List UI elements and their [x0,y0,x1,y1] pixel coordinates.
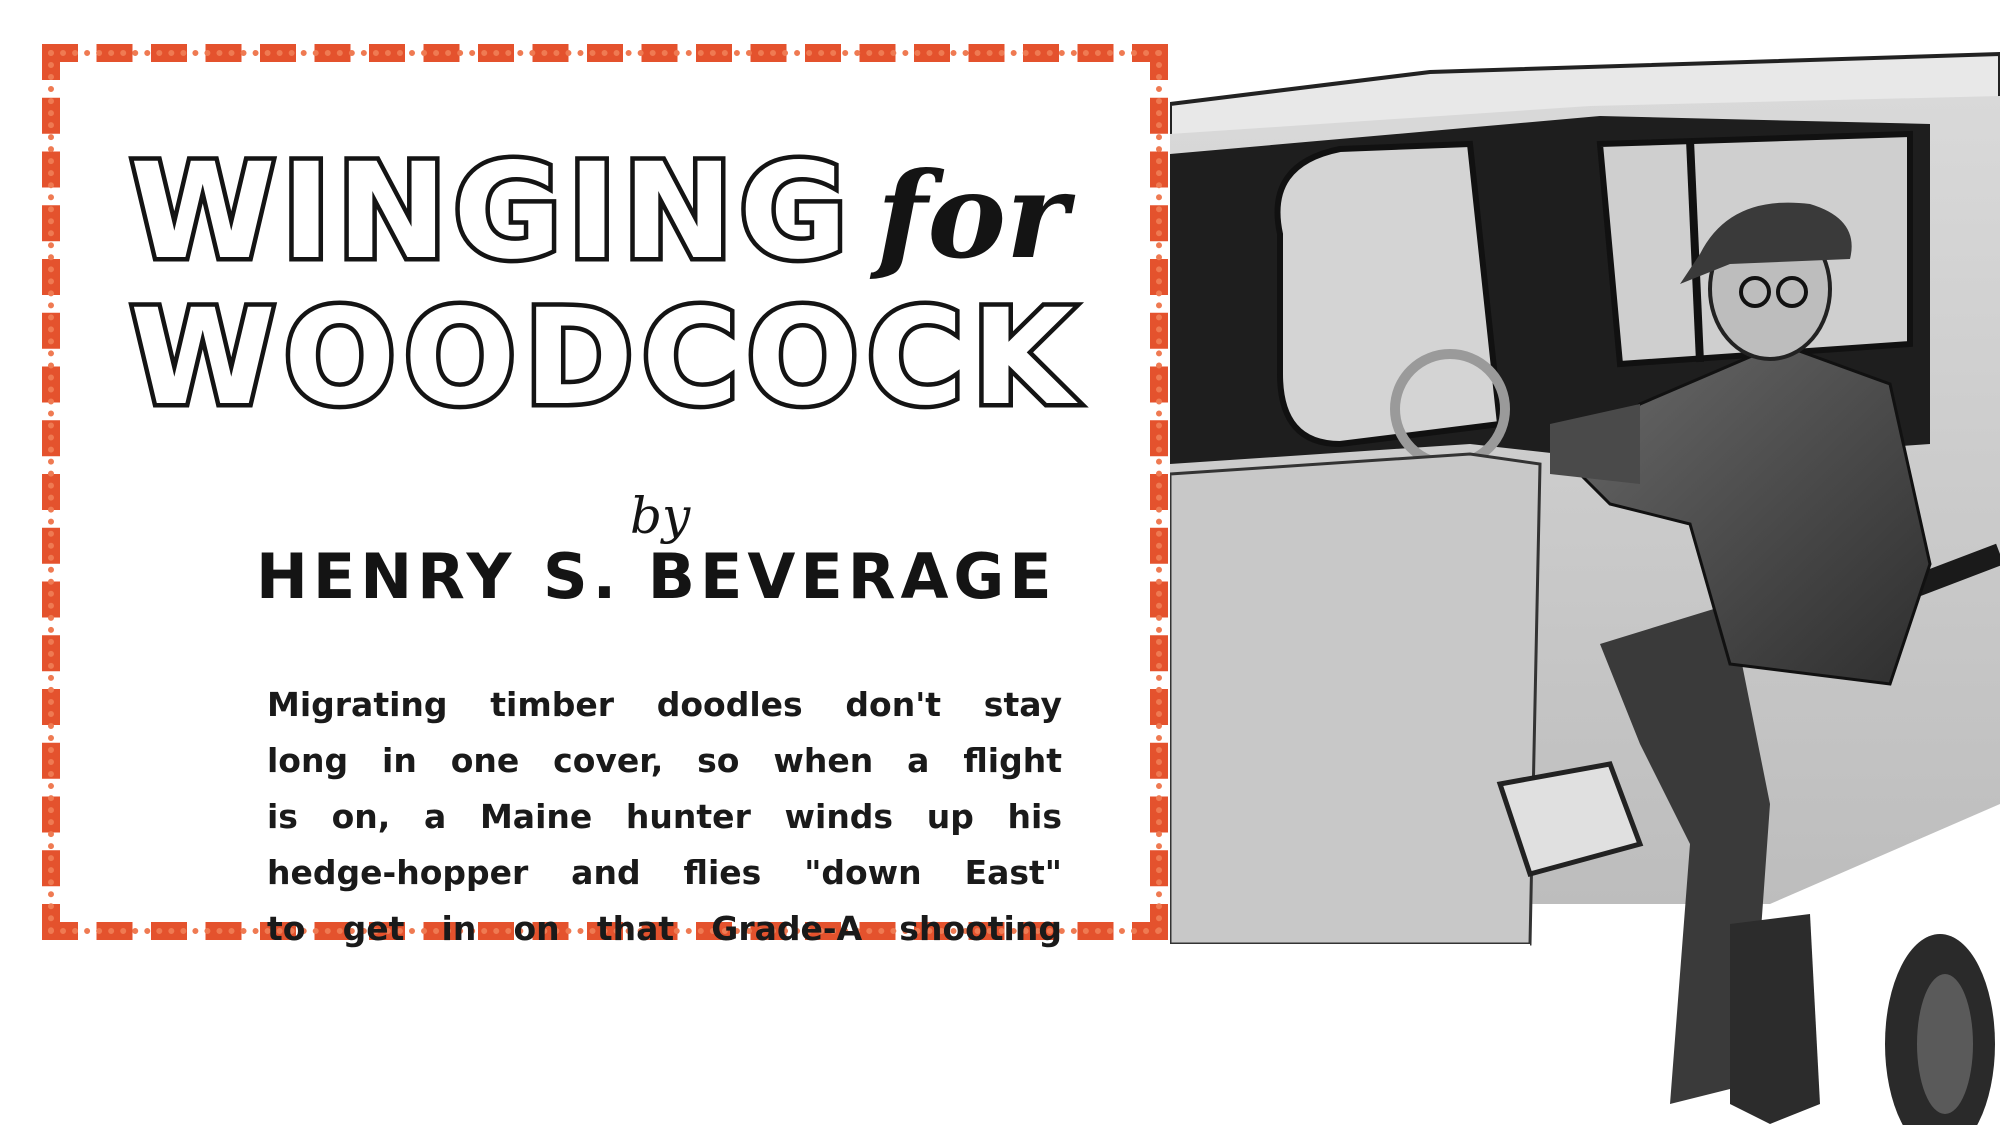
title-word-woodcock: WOODCOCK [130,281,1082,435]
dek-line: is on, a Maine hunter winds up his [267,797,1062,836]
dek-paragraph [267,677,1062,957]
dek-line: hedge-hopper and flies "down East" [267,853,1062,892]
dek-line: to get in on that Grade-A shooting [267,909,1062,948]
title-word-for: for [876,146,1069,285]
title-line-1 [130,135,1220,289]
byline-prefix: by [630,487,691,545]
title-line-2 [130,281,1220,435]
author-name: HENRY S. BEVERAGE [256,540,1057,613]
dek-line: long in one cover, so when a flight [267,741,1062,780]
title-frame [42,44,1168,948]
airplane-photo-illustration [1170,44,2000,1125]
dek-line: Migrating timber doodles don't stay [267,685,1062,724]
title-word-winging: WINGING [130,135,854,289]
airplane-photo [1170,44,2000,1125]
